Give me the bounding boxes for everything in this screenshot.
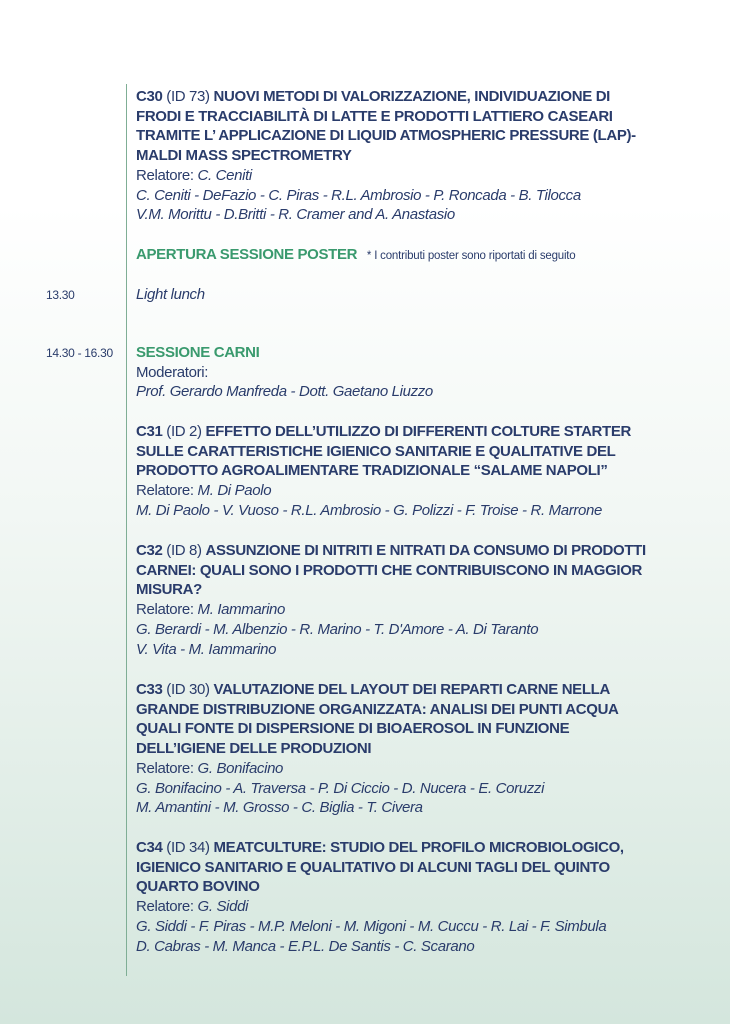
talk-code: C32 bbox=[136, 542, 163, 559]
time-session: 14.30 - 16.30 bbox=[46, 346, 113, 360]
talk-code: C31 bbox=[136, 423, 163, 440]
speaker-name: G. Bonifacino bbox=[197, 759, 284, 777]
authors-line: G. Bonifacino - A. Traversa - P. Di Ciccio - D. Nucera - E. Coruzzi bbox=[136, 779, 545, 797]
lunch-label: Light lunch bbox=[136, 286, 205, 303]
authors-line: V.M. Morittu - D.Britti - R. Cramer and A. Anastasio bbox=[136, 206, 455, 224]
talk-title-line: TRAMITE L’ APPLICAZIONE DI LIQUID ATMOSPHERIC PRESSURE (LAP)- bbox=[136, 127, 636, 145]
talk-title-line: CARNEI: QUALI SONO I PRODOTTI CHE CONTRIBUISCONO IN MAGGIOR bbox=[136, 561, 643, 579]
talk-title-line: MALDI MASS SPECTROMETRY bbox=[136, 147, 352, 165]
talk-id: (ID 30) bbox=[166, 681, 210, 698]
talk-c30 bbox=[136, 87, 696, 225]
speaker-label: Relatore: bbox=[136, 898, 194, 916]
talk-title-line: QUARTO BOVINO bbox=[136, 878, 260, 896]
speaker-name: M. Iammarino bbox=[197, 601, 286, 619]
talk-c31 bbox=[136, 422, 696, 521]
talk-title-line: PRODOTTO AGROALIMENTARE TRADIZIONALE “SALAME NAPOLI” bbox=[136, 462, 608, 480]
time-lunch: 13.30 bbox=[46, 288, 75, 302]
speaker-name: G. Siddi bbox=[197, 898, 249, 916]
talk-title bbox=[136, 541, 696, 561]
authors-line: M. Amantini - M. Grosso - C. Biglia - T. Civera bbox=[136, 799, 423, 817]
talk-c33 bbox=[136, 680, 696, 818]
talk-id: (ID 73) bbox=[166, 88, 210, 105]
authors-line: M. Di Paolo - V. Vuoso - R.L. Ambrosio - G. Polizzi - F. Troise - R. Marrone bbox=[136, 501, 603, 519]
authors-line: G. Berardi - M. Albenzio - R. Marino - T. D'Amore - A. Di Taranto bbox=[136, 620, 539, 638]
talk-c32 bbox=[136, 541, 696, 659]
speaker-name: C. Ceniti bbox=[197, 166, 252, 184]
talk-c34 bbox=[136, 838, 696, 956]
talk-title-line: MISURA? bbox=[136, 581, 202, 599]
talk-code: C30 bbox=[136, 88, 163, 105]
speaker-label: Relatore: bbox=[136, 601, 194, 619]
talk-id: (ID 8) bbox=[166, 542, 202, 559]
speaker-line bbox=[136, 897, 696, 917]
authors-line: C. Ceniti - DeFazio - C. Piras - R.L. Ambrosio - P. Roncada - B. Tilocca bbox=[136, 186, 581, 204]
speaker-line bbox=[136, 166, 696, 186]
talk-title-line: FRODI E TRACCIABILITÀ DI LATTE E PRODOTTI LATTIERO CASEARI bbox=[136, 107, 613, 125]
talk-title-line: ASSUNZIONE DI NITRITI E NITRATI DA CONSUMO DI PRODOTTI bbox=[205, 542, 646, 559]
talk-title-line: DELL’IGIENE DELLE PRODUZIONI bbox=[136, 740, 372, 758]
poster-title: APERTURA SESSIONE POSTER bbox=[136, 246, 358, 263]
talk-title-line: IGIENICO SANITARIO E QUALITATIVO DI ALCUNI TAGLI DEL QUINTO bbox=[136, 858, 610, 876]
talk-title-line: NUOVI METODI DI VALORIZZAZIONE, INDIVIDUAZIONE DI bbox=[213, 88, 611, 105]
speaker-label: Relatore: bbox=[136, 482, 194, 500]
authors-line: G. Siddi - F. Piras - M.P. Meloni - M. Migoni - M. Cuccu - R. Lai - F. Simbula bbox=[136, 917, 607, 935]
talk-id: (ID 34) bbox=[166, 839, 210, 856]
moderators-label: Moderatori: bbox=[136, 363, 209, 381]
speaker-name: M. Di Paolo bbox=[197, 482, 272, 500]
moderators-names: Prof. Gerardo Manfreda - Dott. Gaetano Liuzzo bbox=[136, 383, 433, 401]
speaker-label: Relatore: bbox=[136, 759, 194, 777]
lunch bbox=[136, 285, 696, 305]
speaker-line bbox=[136, 481, 696, 501]
talk-title-line: QUALI FONTE DI DISPERSIONE DI BIOAEROSOL IN FUNZIONE bbox=[136, 720, 570, 738]
talk-title-line: GRANDE DISTRIBUZIONE ORGANIZZATA: ANALISI DEI PUNTI ACQUA bbox=[136, 700, 619, 718]
talk-title-line: SULLE CARATTERISTICHE IGIENICO SANITARIE E QUALITATIVE DEL bbox=[136, 442, 616, 460]
session-title: SESSIONE CARNI bbox=[136, 344, 260, 361]
timeline-divider bbox=[126, 84, 127, 976]
talk-title bbox=[136, 680, 696, 700]
talk-title-line: MEATCULTURE: STUDIO DEL PROFILO MICROBIOLOGICO, bbox=[213, 839, 624, 856]
session-carni bbox=[136, 343, 696, 402]
talk-title bbox=[136, 87, 696, 107]
talk-code: C34 bbox=[136, 839, 163, 856]
poster-note: * I contributi poster sono riportati di seguito bbox=[366, 250, 576, 262]
talk-title bbox=[136, 838, 696, 858]
talk-title bbox=[136, 422, 696, 442]
authors-line: D. Cabras - M. Manca - E.P.L. De Santis - C. Scarano bbox=[136, 937, 475, 955]
poster-session bbox=[136, 245, 696, 267]
speaker-line bbox=[136, 759, 696, 779]
authors-line: V. Vita - M. Iammarino bbox=[136, 640, 277, 658]
speaker-label: Relatore: bbox=[136, 166, 194, 184]
speaker-line bbox=[136, 600, 696, 620]
talk-title-line: EFFETTO DELL’UTILIZZO DI DIFFERENTI COLTURE STARTER bbox=[205, 423, 631, 440]
talk-code: C33 bbox=[136, 681, 163, 698]
talk-id: (ID 2) bbox=[166, 423, 202, 440]
talk-title-line: VALUTAZIONE DEL LAYOUT DEI REPARTI CARNE NELLA bbox=[213, 681, 610, 698]
